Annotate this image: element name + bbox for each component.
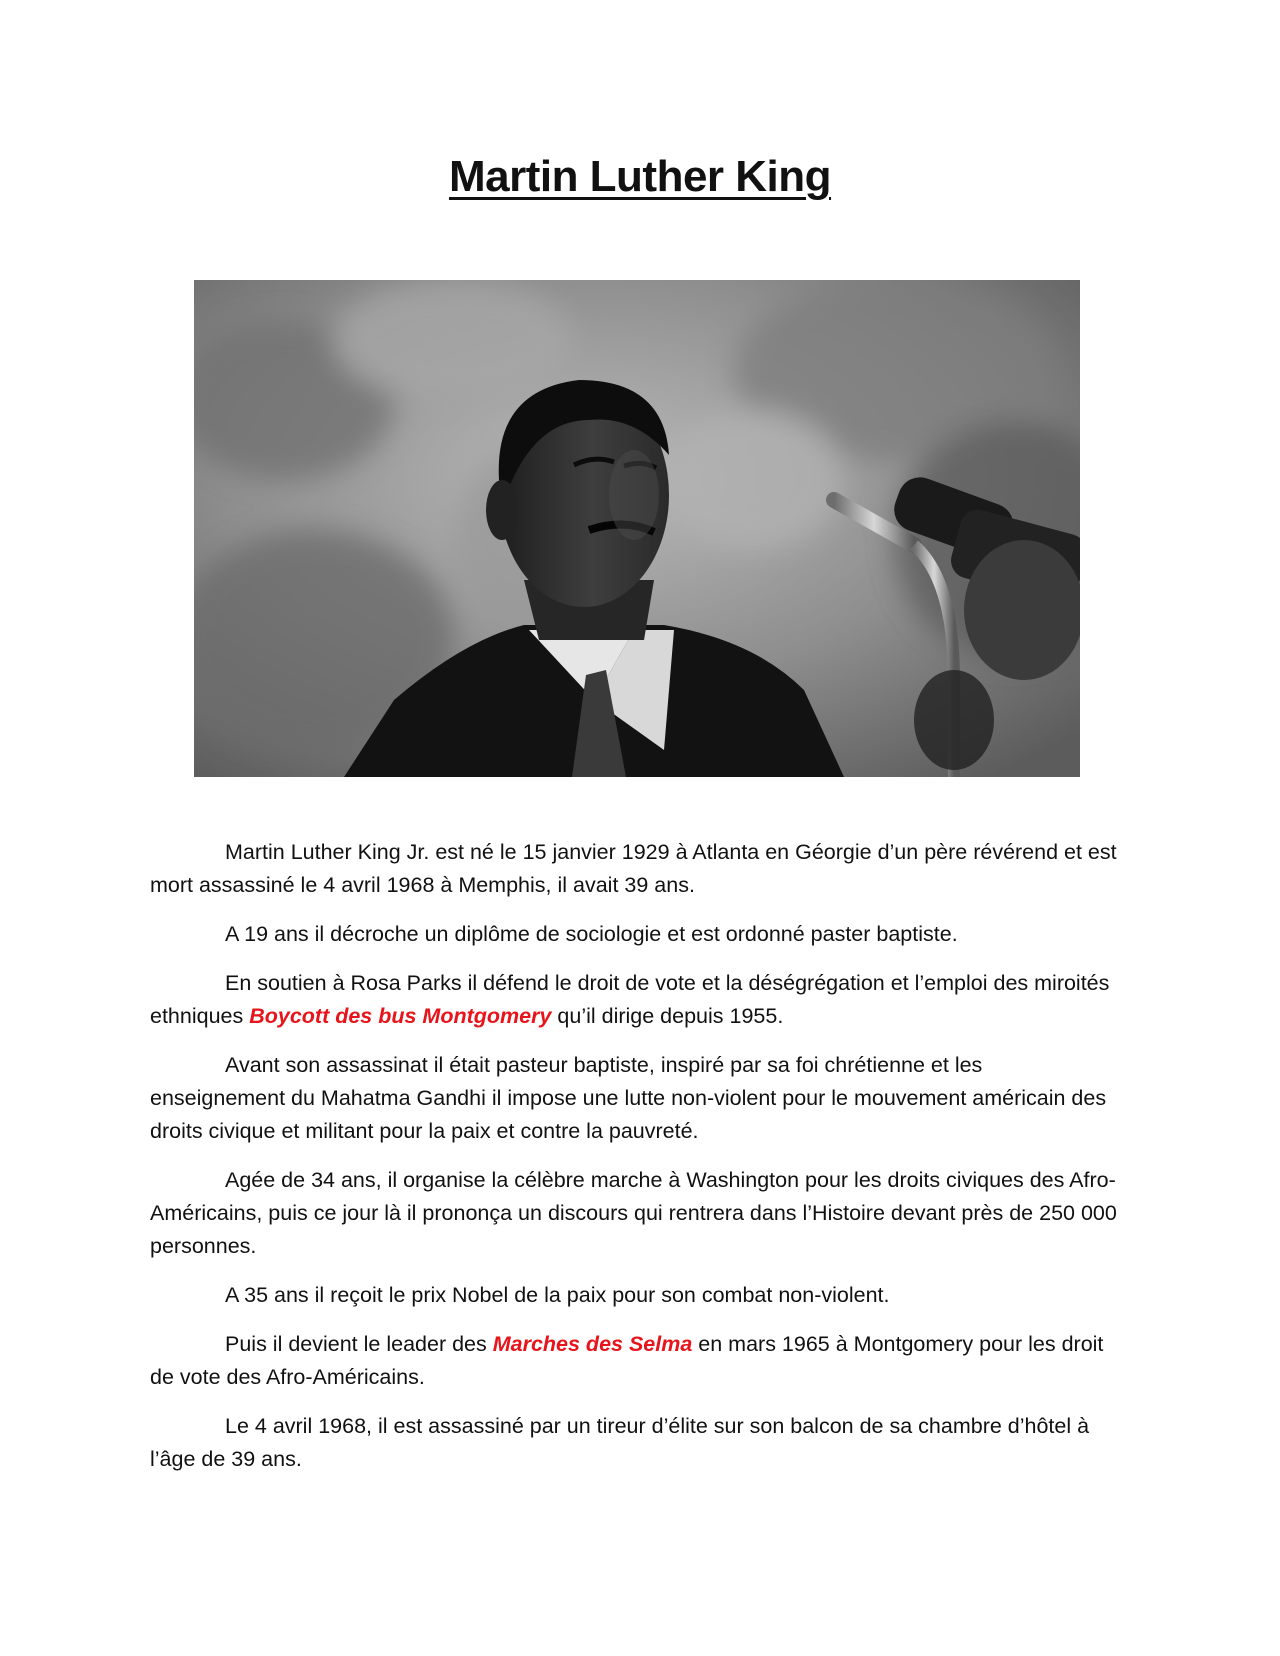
paragraph-birth: Martin Luther King Jr. est né le 15 janvier 1929 à Atlanta en Géorgie d’un père révérend et est mort assassiné le 4 avril 1968 à Memphis, il avait 39 ans. [150,840,1117,897]
highlight-boycott: Boycott des bus Montgomery [249,1004,552,1028]
paragraph-selma: Puis il devient le leader des Marches des Selma en mars 1965 à Montgomery pour les droit de vote des Afro-Américains. [150,1332,1104,1389]
paragraph-assassination: Le 4 avril 1968, il est assassiné par un tireur d’élite sur son balcon de sa chambre d’hôtel à l’âge de 39 ans. [150,1414,1090,1471]
paragraph-diploma: A 19 ans il décroche un diplôme de sociologie et est ordonné paster baptiste. [225,922,958,946]
document-body [150,836,1120,1492]
page-title: Martin Luther King [448,152,832,201]
highlight-selma: Marches des Selma [492,1332,693,1356]
paragraph-rosa-parks: En soutien à Rosa Parks il défend le droit de vote et la déségrégation et l’emploi des miroités ethniques Boycott des bus Montgomery qu’il dirige depuis 1955. [150,971,1110,1028]
paragraph-nobel: A 35 ans il reçoit le prix Nobel de la paix pour son combat non-violent. [225,1283,890,1307]
paragraph-washington: Agée de 34 ans, il organise la célèbre marche à Washington pour les droits civiques des Afro-Américains, puis ce jour là il prononça un discours qui rentrera dans l’Histoire devant près de 250 000 personnes. [150,1168,1117,1258]
portrait-photo [194,280,1080,777]
paragraph-pastor: Avant son assassinat il était pasteur baptiste, inspiré par sa foi chrétienne et les enseignement du Mahatma Gandhi il impose une lutte non-violent pour le mouvement américain des droits civique et militant pour la paix et contre la pauvreté. [150,1053,1107,1143]
portrait-photo-icon [194,280,1080,777]
